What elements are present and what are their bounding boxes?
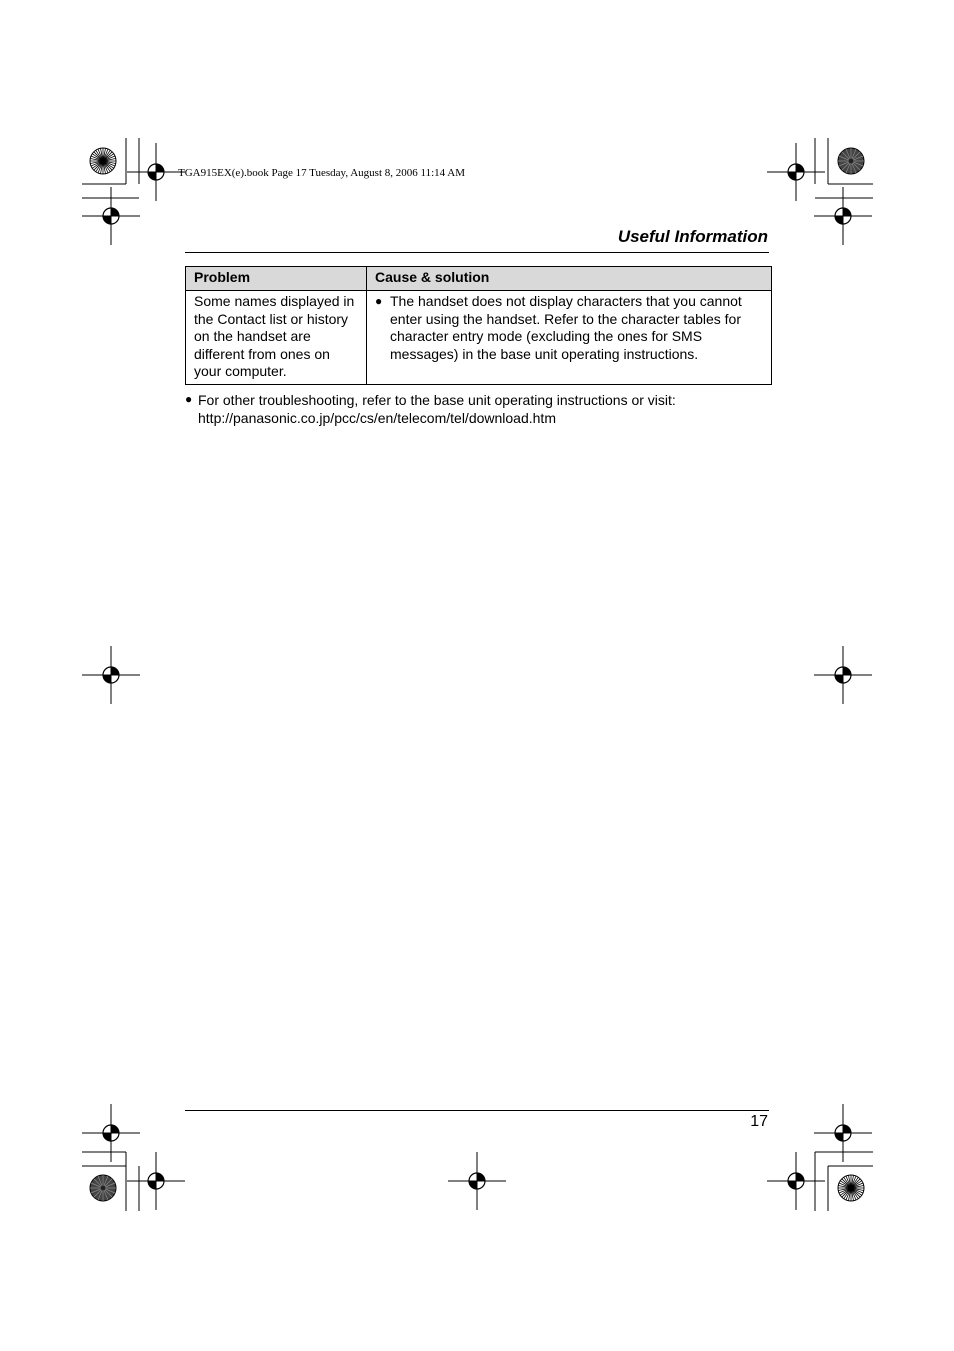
- section-title: Useful Information: [617, 227, 768, 246]
- column-header-problem: Problem: [186, 267, 367, 291]
- note-body: [198, 391, 676, 427]
- solution-text: The handset does not display characters that you cannot enter using the handset. Refer to the character tables for character entry mode (excluding the ones for SMS messages) in the base unit operating instructions.: [390, 293, 742, 362]
- download-url: http://panasonic.co.jp/pcc/cs/en/telecom/tel/download.htm: [198, 410, 556, 426]
- column-header-cause-solution: Cause & solution: [367, 267, 772, 291]
- book-info-line: TGA915EX(e).book Page 17 Tuesday, August 8, 2006 11:14 AM: [178, 167, 466, 179]
- bullet-icon: ●: [375, 294, 383, 308]
- footer-rule: [185, 1110, 769, 1111]
- troubleshooting-note: [185, 391, 785, 427]
- bullet-icon: ●: [185, 392, 193, 406]
- table-row: [186, 291, 772, 385]
- page-number: 17: [750, 1113, 768, 1130]
- solution-bullet-item: [375, 293, 763, 363]
- problem-cell: Some names displayed in the Contact list or history on the handset are different from ones on your computer.: [186, 291, 367, 385]
- table-header-row: [186, 267, 772, 291]
- note-text: For other troubleshooting, refer to the base unit operating instructions or visit:: [198, 392, 676, 408]
- header-rule: [185, 252, 769, 253]
- troubleshooting-table: [185, 266, 772, 385]
- solution-cell: [367, 291, 772, 385]
